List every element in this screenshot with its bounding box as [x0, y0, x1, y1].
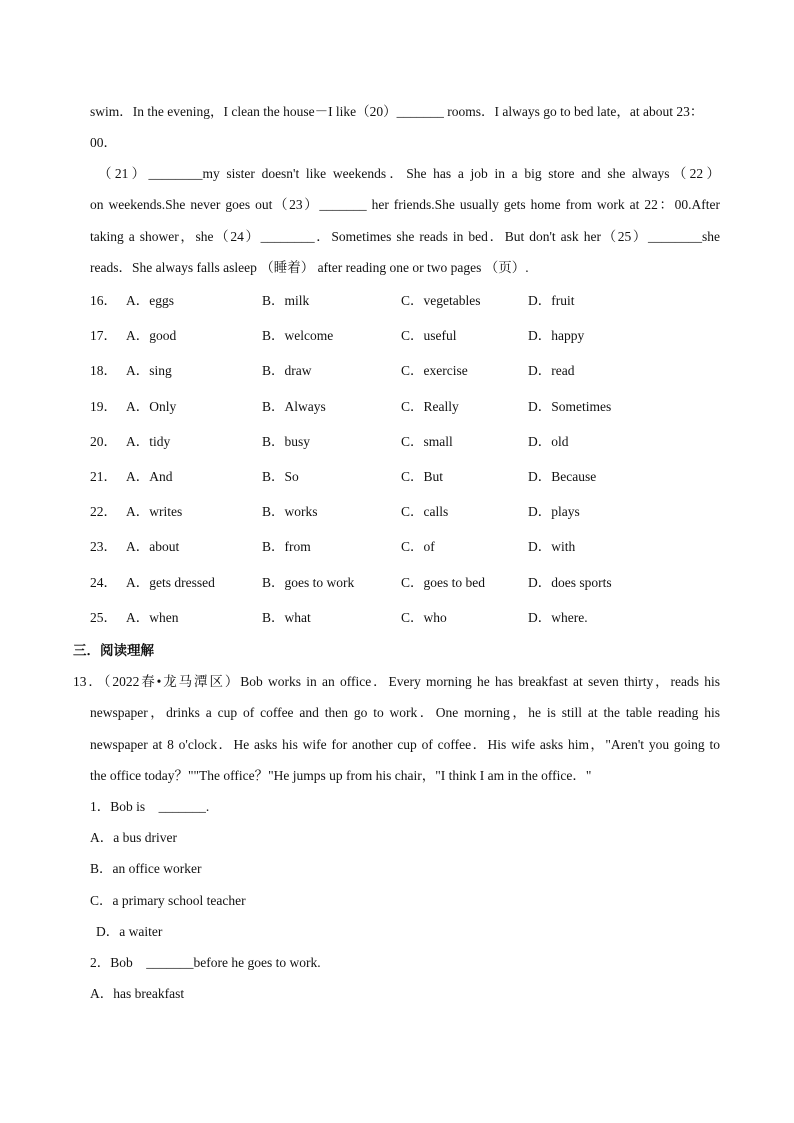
question-number: 22． [90, 504, 117, 519]
q13-sub2-option-a: A．has breakfast [90, 986, 185, 1001]
option-b: B．draw [262, 363, 312, 378]
option-row-23 [90, 538, 730, 556]
option-row-17 [90, 327, 730, 345]
q13-line-1: 13．（2022春•龙马潭区）Bob works in an office．Every morning he has breakfast at seven thirty，reads his [73, 674, 720, 689]
option-c: C．of [401, 539, 435, 554]
option-a: A．gets dressed [126, 575, 215, 590]
option-d: D．plays [528, 504, 580, 519]
option-a: A．writes [126, 504, 183, 519]
question-number: 21． [90, 469, 117, 484]
option-row-19 [90, 398, 730, 416]
passage-line-5: taking a shower，she（24）________．Sometimes she reads in bed．But don't ask her（25）________she [90, 229, 720, 244]
option-a: A．sing [126, 363, 172, 378]
passage-line-1: swim．In the evening，I clean the house－I like（20）_______ rooms．I always go to bed late，at about 23： [90, 104, 704, 119]
option-a: A．eggs [126, 293, 174, 308]
q13-sub1-stem: 1．Bob is _______. [90, 799, 210, 814]
q13-sub1-option-c: C．a primary school teacher [90, 893, 246, 908]
passage-line-4: on weekends.She never goes out（23）_______ her friends.She usually gets home from work at 22：00.After [90, 197, 720, 212]
option-c: C．exercise [401, 363, 468, 378]
question-number: 25． [90, 610, 117, 625]
option-row-16 [90, 292, 730, 310]
option-d: D．does sports [528, 575, 612, 590]
question-number: 17． [90, 328, 117, 343]
option-row-25 [90, 609, 730, 627]
option-d: D．fruit [528, 293, 575, 308]
option-d: D．old [528, 434, 569, 449]
option-d: D．happy [528, 328, 585, 343]
option-a: A．And [126, 469, 173, 484]
q13-sub1-option-a: A．a bus driver [90, 830, 177, 845]
question-number: 16． [90, 293, 117, 308]
option-b: B．So [262, 469, 299, 484]
option-c: C．But [401, 469, 444, 484]
option-c: C．useful [401, 328, 457, 343]
passage-line-2: 00． [90, 135, 117, 150]
option-a: A．about [126, 539, 180, 554]
option-a: A．Only [126, 399, 177, 414]
q13-sub1-option-d: D．a waiter [96, 924, 163, 939]
option-row-18 [90, 362, 730, 380]
option-d: D．Because [528, 469, 597, 484]
passage-line-6: reads．She always falls asleep （睡着） after reading one or two pages （页）. [90, 260, 529, 275]
option-b: B．milk [262, 293, 310, 308]
q13-line-3: newspaper at 8 o'clock．He asks his wife for another cup of coffee．His wife asks him，"Aren't you going to [90, 737, 720, 752]
option-c: C．small [401, 434, 453, 449]
section-title: 三．阅读理解 [73, 643, 154, 659]
option-b: B．from [262, 539, 311, 554]
option-row-22 [90, 503, 730, 521]
option-d: D．read [528, 363, 575, 378]
option-c: C．goes to bed [401, 575, 485, 590]
option-row-21 [90, 468, 730, 486]
option-b: B．what [262, 610, 311, 625]
option-c: C．calls [401, 504, 449, 519]
passage-line-3: （21）________my sister doesn't like weekends．She has a job in a big store and she always（22） [98, 166, 720, 181]
option-b: B．goes to work [262, 575, 355, 590]
option-c: C．vegetables [401, 293, 481, 308]
option-a: A．good [126, 328, 177, 343]
option-d: D．where. [528, 610, 588, 625]
question-number: 18． [90, 363, 117, 378]
option-b: B．Always [262, 399, 326, 414]
option-row-24 [90, 574, 730, 592]
q13-line-4: the office today？""The office？"He jumps up from his chair，"I think I am in the office．" [90, 768, 592, 783]
option-d: D．Sometimes [528, 399, 612, 414]
option-a: A．when [126, 610, 179, 625]
option-a: A．tidy [126, 434, 171, 449]
option-c: C．Really [401, 399, 459, 414]
option-c: C．who [401, 610, 447, 625]
q13-sub1-option-b: B．an office worker [90, 861, 202, 876]
question-number: 19． [90, 399, 117, 414]
option-b: B．welcome [262, 328, 334, 343]
q13-sub2-stem: 2．Bob _______before he goes to work. [90, 955, 321, 970]
q13-line-2: newspaper，drinks a cup of coffee and then go to work．One morning，he is still at the table reading his [90, 705, 720, 720]
option-b: B．busy [262, 434, 311, 449]
question-number: 20． [90, 434, 117, 449]
option-row-20 [90, 433, 730, 451]
question-number: 23． [90, 539, 117, 554]
question-number: 24． [90, 575, 117, 590]
option-d: D．with [528, 539, 576, 554]
option-b: B．works [262, 504, 318, 519]
